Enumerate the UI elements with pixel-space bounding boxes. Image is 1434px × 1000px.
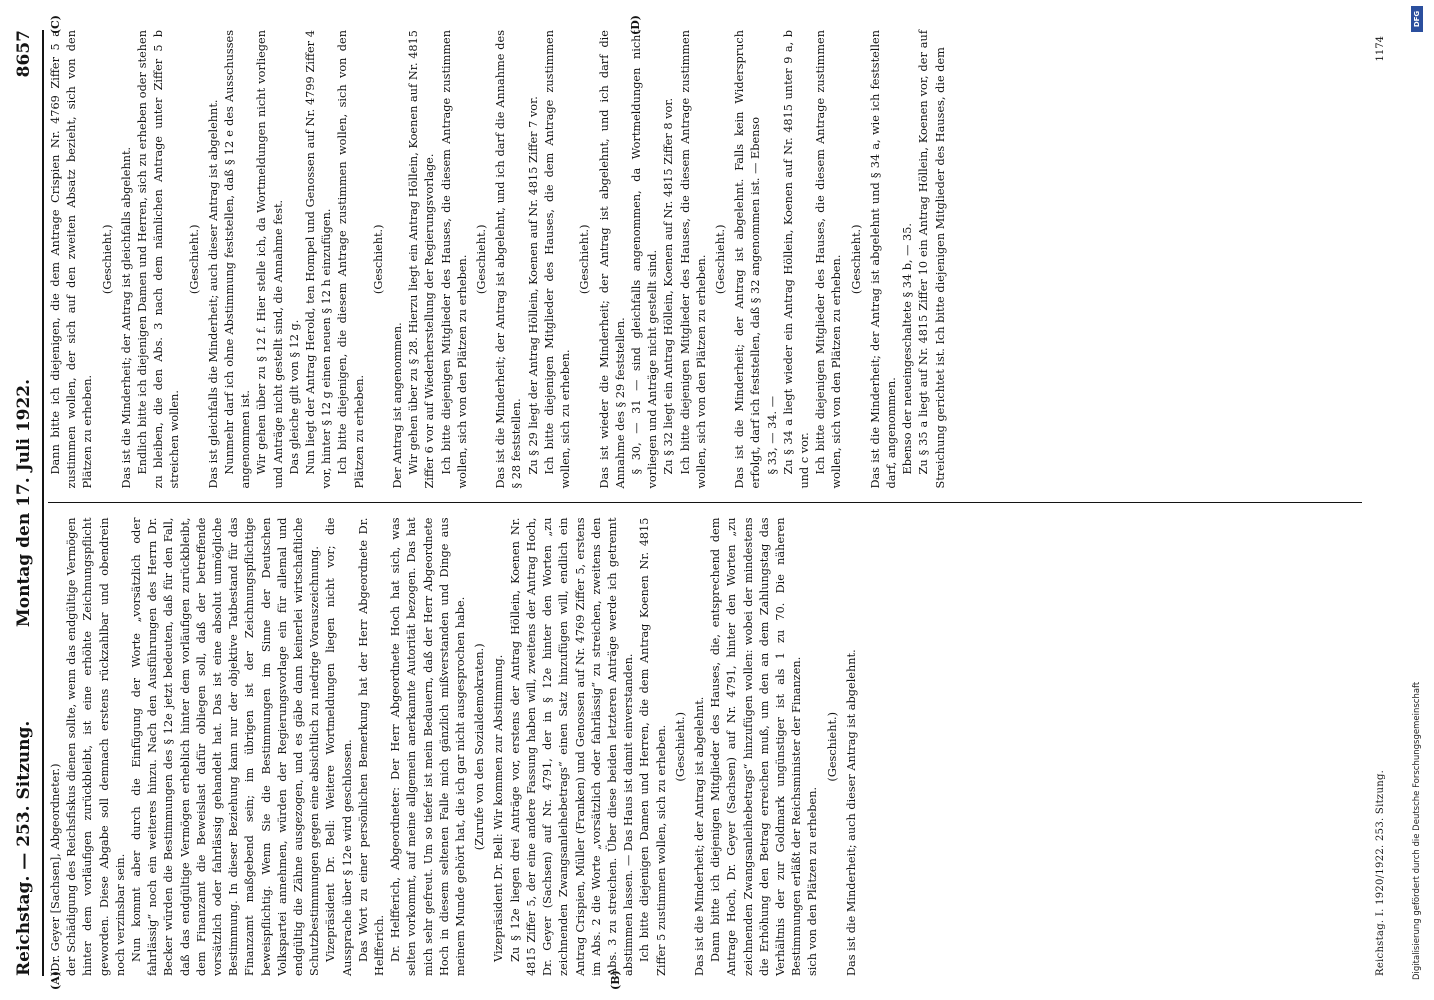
right-column-paragraph: Zu § 34 a liegt wieder ein Antrag Höllein, Koenen auf Nr. 4815 unter 9 a, b und c vor.: [781, 30, 811, 489]
margin-marker-c: (C): [49, 15, 62, 35]
text-columns: [48, 15, 1362, 990]
footer-sheet-number: 1174: [1375, 36, 1386, 62]
right-column-paragraph: Das ist die Minderheit; der Antrag ist abgelehnt und § 34 a, wie ich feststellen darf, angenommen.: [868, 30, 898, 489]
right-column-paragraph: Dann bitte ich diejenigen, die dem Antrage Crispien Nr. 4769 Ziffer 5 a zustimmen wollen, der sich auf den zweiten Absatz bezieht, sich von den Plätzen zu erheben.: [49, 30, 95, 489]
right-column-paragraph: Wir gehen über zu § 12 f. Hier stelle ich, da Wortmeldungen nicht vorliegen und Anträge nicht gestellt sind, die Annahme fest.: [255, 30, 285, 489]
right-column-paragraph: Ich bitte diejenigen Mitglieder des Hauses, die diesem Antrage zustimmen wollen, sich von den Plätzen zu erheben.: [678, 30, 708, 489]
left-column-paragraph: Zu § 12e liegen drei Anträge vor, erstens der Antrag Höllein, Koenen Nr. 4815 Ziffer 5, der eine andere Fassung haben will, zweitens der Antrag Hoch, Dr. Geyer (Sachsen) auf Nr. 4791, der in § 12e hinter den Worten „zu zeichnenden Zwangsanleihebetrags“ einen Satz hinzufügen will, endlich ein Antrag Crispien, Müller (Franken) und Genossen auf Nr. 4769 Ziffer 5, erstens im Abs. 2 die Worte „vorsätzlich oder fahrlässig“ zu streichen, zweitens den Abs. 3 zu streichen. Über diese beiden letzteren Anträge werde ich getrennt abstimmen lassen. — Das Haus ist damit einverstanden.: [508, 517, 636, 976]
left-column-paragraph: Ich bitte diejenigen Damen und Herren, die dem Antrag Koenen Nr. 4815 Ziffer 5 zustimmen wollen, sich zu erheben.: [638, 517, 668, 976]
right-column-paragraph: (Geschieht.): [713, 224, 727, 295]
right-column-paragraph: Wir gehen über zu § 28. Hierzu liegt ein Antrag Höllein, Koenen auf Nr. 4815 Ziffer 6 vor auf Wiederherstellung der Regierungsvorlage.: [407, 30, 437, 489]
digitization-credit: Digitalisierung gefördert durch die Deutsche Forschungsgemeinschaft: [1412, 681, 1422, 980]
header-date: Montag den 17. Juli 1922.: [14, 378, 34, 628]
right-column-paragraph: Zu § 32 liegt ein Antrag Höllein, Koenen auf Nr. 4815 Ziffer 8 vor.: [662, 97, 676, 475]
left-column-paragraph: der Schädigung des Reichsfiskus dienen sollte, wenn das endgültige Vermögen hinter dem vorläufigen zurückbleibt, ist eine erhöhte Zeichnungspflicht geworden. Diese Abgabe soll demnach erstens rückzahlbar und obendrein noch verzinsbar sein.: [65, 517, 127, 976]
footer-volume: Reichstag. I. 1920/1922. 253. Sitzung.: [1375, 769, 1386, 976]
right-column-paragraph: Nun liegt der Antrag Herold, ten Hompel und Genossen auf Nr. 4799 Ziffer 4 vor, hinter § 12 g einen neuen § 12 h einzufügen.: [304, 30, 334, 489]
left-column-paragraph: (Geschieht.): [825, 711, 839, 782]
right-column-paragraph: Das ist gleichfalls die Minderheit; auch dieser Antrag ist abgelehnt.: [206, 99, 220, 489]
left-column-paragraph: Dr. Helfferich, Abgeordneter: Der Herr Abgeordnete Hoch hat sich, was selten vorkommt, auf meine allgemein anerkannte Autorität bezogen. Das hat mich sehr gefreut. Um so tiefer ist mein Bedauern, daß der Herr Abgeordnete Hoch in diesem seltenen Falle mich gänzlich mißverstanden und Dinge aus meinem Munde gehört hat, die ich gar nicht ausgesprochen habe.: [389, 517, 468, 976]
column-rule: [48, 503, 1362, 504]
margin-marker-a: (A): [49, 971, 62, 990]
margin-marker-d: (D): [629, 15, 642, 35]
right-column-paragraph: Das ist die Minderheit; der Antrag ist abgelehnt, und ich darf die Annahme des § 28 feststellen.: [494, 30, 524, 489]
right-column-paragraph: Das ist wieder die Minderheit; der Antrag ist abgelehnt, und ich darf die Annahme des § 29 feststellen.: [597, 30, 627, 489]
right-column-paragraph: (Geschieht.): [578, 224, 592, 295]
left-column-paragraph: (Zurufe von den Sozialdemokraten.): [473, 643, 487, 851]
right-column-paragraph: Zu § 35 a liegt auf Nr. 4815 Ziffer 10 ein Antrag Höllein, Koenen vor, der auf Streichung gerichtet ist. Ich bitte diejenigen Mitglieder des Hauses, die dem: [917, 30, 947, 489]
right-column-paragraph: Zu § 29 liegt der Antrag Höllein, Koenen auf Nr. 4815 Ziffer 7 vor.: [526, 96, 540, 475]
right-column-paragraph: Das ist die Minderheit; der Antrag ist gleichfalls abgelehnt.: [119, 146, 133, 489]
page-header: [8, 30, 44, 976]
header-session: Reichstag. — 253. Sitzung.: [14, 720, 34, 976]
dfg-logo: DFG: [1411, 6, 1423, 32]
right-column-paragraph: (Geschieht.): [371, 224, 385, 295]
right-column-paragraph: (Geschieht.): [475, 224, 489, 295]
rotated-page: [0, 10, 1398, 990]
left-column-paragraph: Vizepräsident Dr. Bell: Wir kommen zur Abstimmung.: [492, 654, 506, 962]
left-column-paragraph: Das ist die Minderheit; auch dieser Antrag ist abgelehnt.: [844, 649, 858, 976]
left-column-paragraph: sich von den Plätzen zu erheben.: [806, 786, 820, 976]
left-column-paragraph: Dann bitte ich diejenigen Mitglieder des Hauses, die, entsprechend dem Antrage Hoch, Dr. Geyer (Sachsen) auf Nr. 4791, hinter den Worten „zu zeichnenden Zwangsanleihebetrags“ hinzufügen wollen: wobei der mindestens die Erhöhung den Betrag erreichen muß, um den an dem Zahlungstag das Verhältnis der zur Goldmark ungünstiger ist als 1 zu 70. Die näheren Bestimmungen erläßt der Reichsminister der Finanzen.: [709, 517, 804, 976]
right-column-paragraph: Ich bitte diejenigen, die diesem Antrage zustimmen wollen, sich von den Plätzen zu erheben.: [336, 30, 366, 489]
right-column-paragraph: § 33, — 34. —: [765, 395, 779, 475]
page-number: 8657: [14, 30, 34, 78]
margin-marker-b: (B): [609, 970, 622, 990]
right-column-paragraph: Der Antrag ist angenommen.: [391, 322, 405, 489]
left-column-paragraph: (Geschieht.): [673, 711, 687, 782]
page-body: [8, 15, 1390, 990]
right-column-paragraph: Ich bitte diejenigen Mitglieder des Hauses, die dem Antrage zustimmen wollen, sich zu erheben.: [542, 30, 573, 489]
right-column-paragraph: Nunmehr darf ich ohne Abstimmung feststellen, daß § 12 e des Ausschusses angenommen ist.: [223, 30, 253, 489]
right-column: [48, 15, 1362, 489]
right-column-paragraph: (Geschieht.): [849, 224, 863, 295]
left-column-paragraph: (Dr. Geyer [Sachsen], Abgeordneter.): [49, 763, 62, 976]
right-column-paragraph: (Geschieht.): [100, 224, 114, 295]
right-column-paragraph: Endlich bitte ich diejenigen Damen und Herren, sich zu erheben oder stehen zu bleiben, die den Abs. 3 nach dem nämlichen Antrage unter Ziffer 5 b streichen wollen.: [136, 30, 182, 489]
right-column-paragraph: Ebenso der neueingeschaltete § 34 b, — 35.: [901, 222, 915, 475]
right-column-paragraph: Das ist die Minderheit; der Antrag ist abgelehnt. Falls kein Widerspruch erfolgt, darf ich feststellen, daß § 32 angenommen ist. — Ebenso: [733, 30, 763, 489]
right-column-paragraph: Das gleiche gilt von § 12 g.: [287, 319, 301, 475]
right-column-paragraph: § 30, — 31 — sind gleichfalls angenommen, da Wortmeldungen nicht vorliegen und Anträge nicht gestellt sind.: [629, 30, 660, 489]
right-column-paragraph: Ich bitte diejenigen Mitglieder des Hauses, die diesem Antrage zustimmen wollen, sich von den Plätzen zu erheben.: [439, 30, 469, 489]
right-column-paragraph: (Geschieht.): [187, 224, 201, 295]
left-column-paragraph: Das Wort zu einer persönlichen Bemerkung hat der Herr Abgeordnete Dr. Helfferich.: [356, 517, 387, 976]
left-column: [48, 517, 1362, 990]
attribution-band: [1398, 0, 1434, 1000]
right-column-paragraph: Ich bitte diejenigen Mitglieder des Hauses, die diesem Antrage zustimmen wollen, sich von den Plätzen zu erheben.: [814, 30, 844, 489]
left-column-paragraph: Vizepräsident Dr. Bell: Weitere Wortmeldungen liegen nicht vor; die Aussprache über § 12e wird geschlossen.: [324, 517, 354, 976]
left-column-paragraph: Nun kommt aber durch die Einfügung der Worte „vorsätzlich oder fahrlässig“ noch ein weiteres hinzu. Nach den Ausführungen des Herrn Dr. Becker würden die Bestimmungen des § 12e jetzt bedeuten, daß für den Fall, daß das endgültige Vermögen erheblich hinter dem vorläufigen zurückbleibt, dem Finanzamt die Beweislast dafür obliegen soll, daß der betreffende vorsätzlich oder fahrlässig gehandelt hat. Das ist eine absolut unmögliche Bestimmung. In dieser Beziehung kann nur der objektive Tatbestand für das Finanzamt maßgebend sein; im übrigen ist der Zeichnungspflichtige beweispflichtig. Wenn Sie die Bestimmungen im Sinne der Deutschen Volkspartei annehmen, würden der Regierungsvorlage ein für allemal und endgültig die Zähne ausgezogen, und es gäbe dann keinerlei wirtschaftliche Schutzbestimmungen gegen eine absichtlich zu niedrige Vorauszeichnung.: [130, 517, 322, 976]
left-column-paragraph: Das ist die Minderheit; der Antrag ist abgelehnt.: [692, 696, 706, 976]
